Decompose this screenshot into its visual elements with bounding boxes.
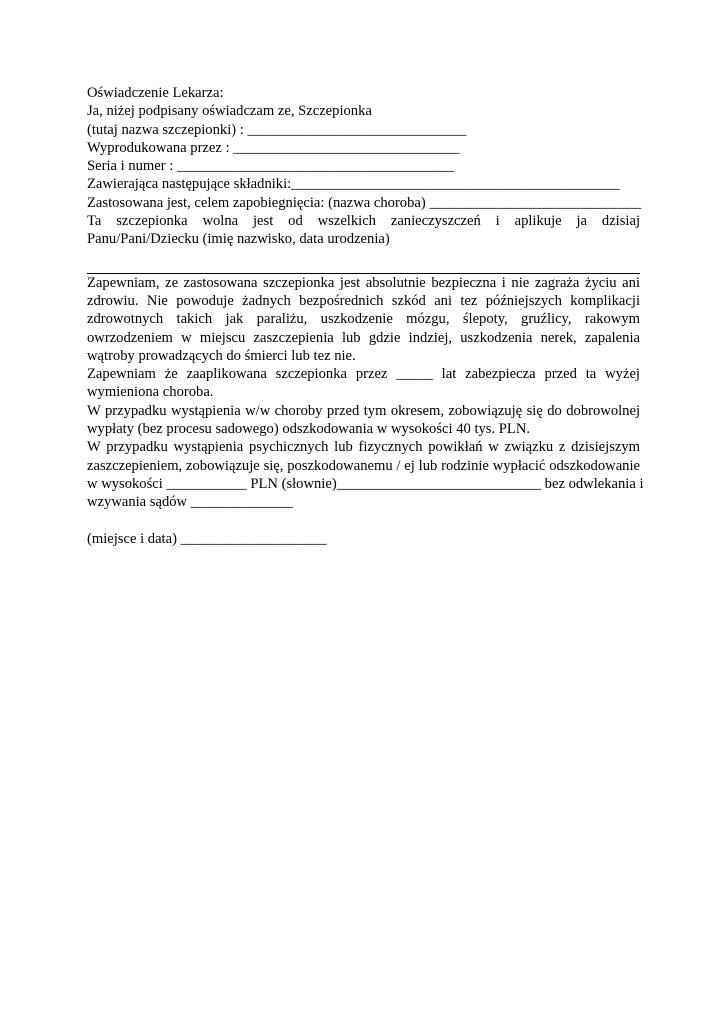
patient-fill-line (87, 258, 640, 274)
protection-paragraph-line: wymieniona choroba. (87, 384, 214, 401)
safety-paragraph-line: zdrowotnych takich jak paraliżu, uszkodzenie mózgu, ślepoty, gruźlicy, rakowym (87, 311, 640, 328)
blank-line (87, 512, 640, 530)
declaration-text (87, 84, 644, 548)
safety-paragraph-line: wątroby prowadzących do śmierci lub tez nie. (87, 347, 356, 364)
patient-line: Panu/Pani/Dziecku (imię nazwisko, data urodzenia) (87, 231, 390, 248)
ingredients-line: Zawierająca następujące składniki:_____________________________________________ (87, 176, 620, 193)
protection-paragraph-line: Zapewniam że zaaplikowana szczepionka przez _____ lat zabezpiecza przed ta wyżej (87, 366, 640, 383)
complications-paragraph-line: W przypadku wystąpienia psychicznych lub fizycznych powikłań w związku z dzisiejszym (87, 439, 640, 456)
safety-paragraph-line: owrzodzeniem w miejscu zaszczepienia lub gdzie indziej, uszkodzenia nerek, zapalenia (87, 329, 640, 346)
safety-paragraph-line: zdrowiu. Nie powoduje żadnych bezpośrednich szkód ani tez późniejszych komplikacji (87, 292, 640, 309)
complications-paragraph-line: zaszczepieniem, zobowiązuje się, poszkodowanemu / ej lub rodzinie wypłacić odszkodowanie (87, 457, 640, 474)
disease-line: Zastosowana jest, celem zapobiegnięcia: (nazwa choroba) _____________________________ (87, 194, 641, 211)
manufacturer-line: Wyprodukowana przez : _______________________________ (87, 139, 460, 156)
complications-paragraph-line: w wysokości ___________ PLN (słownie)____________________________ bez odwlekania i (87, 475, 644, 492)
complications-paragraph-line: wzywania sądów ______________ (87, 494, 293, 511)
document-title: Oświadczenie Lekarza: (87, 85, 224, 101)
declaration-line-1: Ja, niżej podpisany oświadczam ze, Szczepionka (87, 103, 372, 120)
compensation-paragraph-line: wypłaty (bez procesu sadowego) odszkodowania w wysokości 40 tys. PLN. (87, 421, 531, 438)
safety-paragraph-line: Zapewniam, ze zastosowana szczepionka jest absolutnie bezpieczna i nie zagraża życiu ani (87, 274, 640, 291)
batch-number-line: Seria i numer : ______________________________________ (87, 158, 455, 175)
vaccine-name-line: (tutaj nazwa szczepionki) : ______________________________ (87, 121, 467, 138)
purity-line: Ta szczepionka wolna jest od wszelkich zanieczyszczeń i aplikuje ja dzisiaj (87, 213, 640, 230)
compensation-paragraph-line: W przypadku wystąpienia w/w choroby przed tym okresem, zobowiązuję się do dobrowolnej (87, 402, 640, 419)
place-date-signature-line: (miejsce i data) ____________________ (87, 530, 327, 547)
